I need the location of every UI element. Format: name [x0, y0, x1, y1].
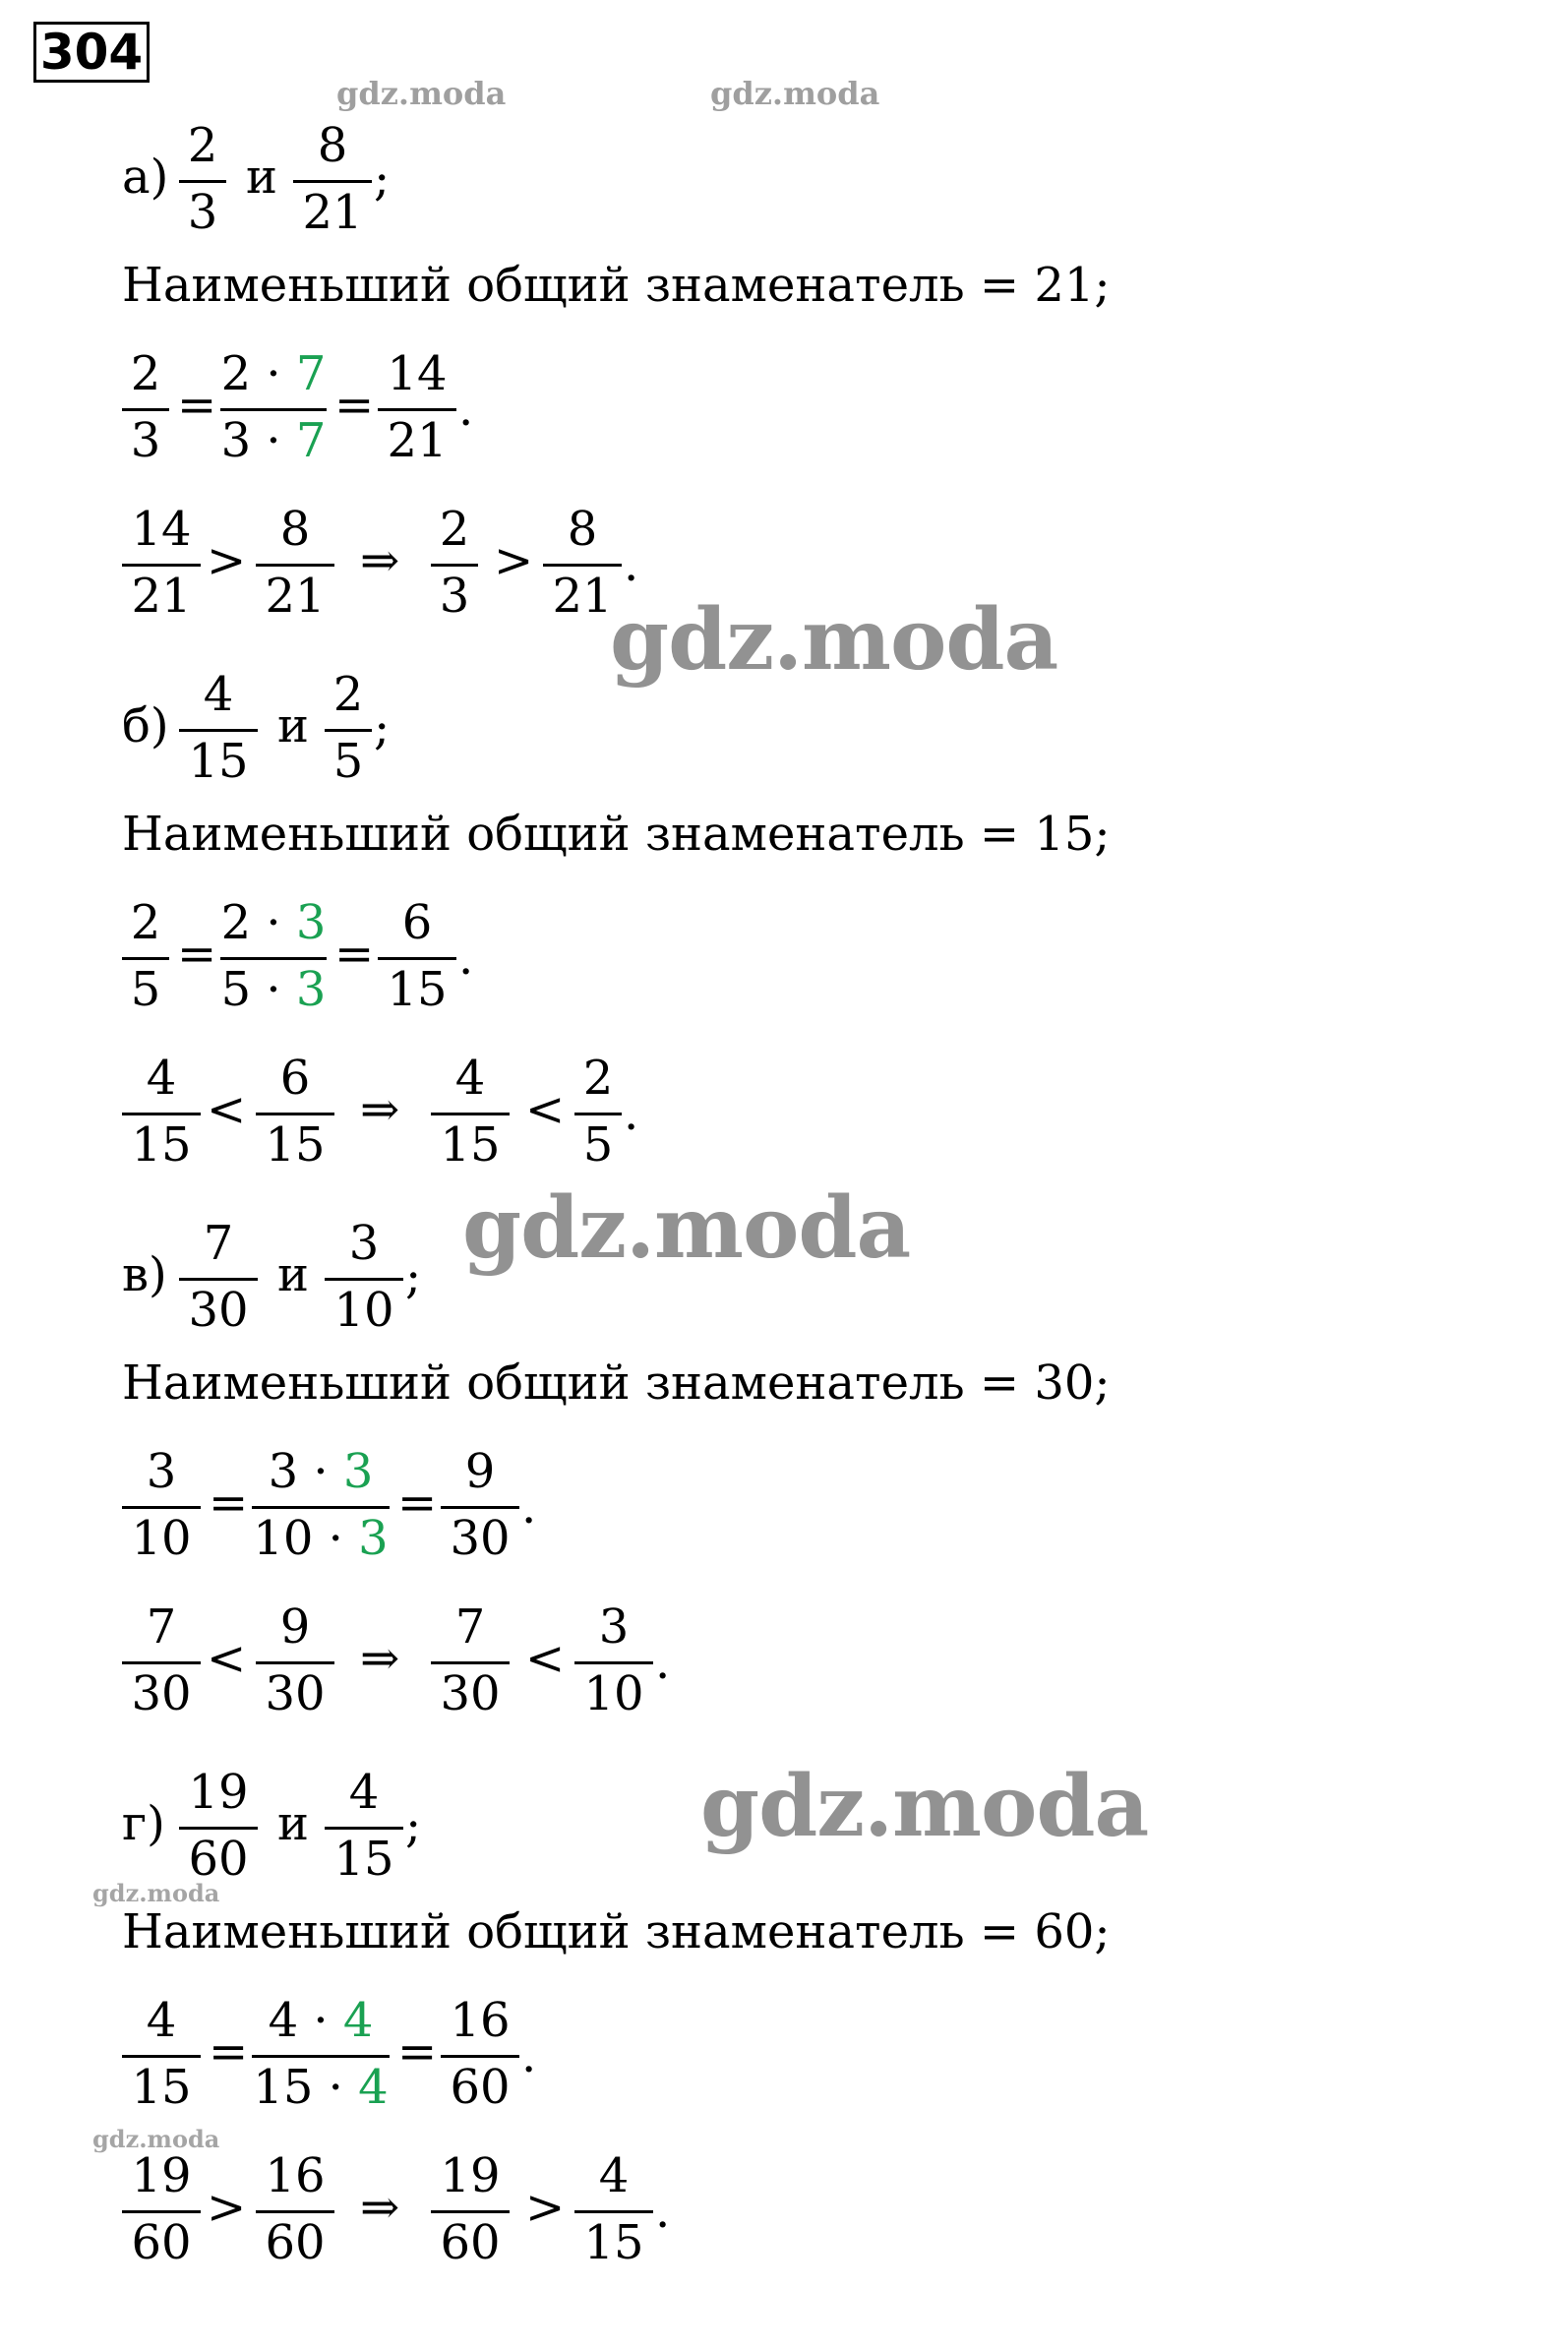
numerator: 4: [454, 1051, 486, 1106]
denominator: 15: [131, 2060, 192, 2115]
numerator: 14: [131, 502, 192, 557]
denominator: 10: [583, 1666, 644, 1721]
fraction-multiplied: [252, 1993, 390, 2115]
denominator: 15: [188, 734, 249, 789]
fraction: [179, 1216, 258, 1338]
watermark: gdz.moda: [92, 1879, 220, 1907]
fraction-bar: [122, 564, 201, 567]
and-word: и: [277, 1796, 309, 1851]
fraction: [441, 1444, 519, 1566]
lcd-label: Наименьший общий знаменатель: [122, 1355, 965, 1411]
lcd-value: 21: [1034, 258, 1095, 313]
fraction-bar: [256, 2210, 334, 2213]
multiplier: 7: [295, 413, 327, 468]
equals-sign: =: [334, 927, 375, 982]
watermark: gdz.moda: [700, 1757, 1149, 1856]
numerator: 16: [265, 2148, 326, 2203]
fraction: [256, 2148, 334, 2270]
equals-sign: =: [177, 378, 217, 433]
numerator: [220, 346, 327, 401]
factor: 3: [220, 413, 252, 468]
numerator: 4: [348, 1765, 380, 1820]
watermark: gdz.moda: [610, 590, 1058, 690]
fraction-bar: [179, 1278, 258, 1281]
numerator: 4: [598, 2148, 630, 2203]
fraction: [325, 1765, 403, 1887]
period: .: [521, 2028, 537, 2083]
multiplier: 3: [342, 1444, 374, 1499]
denominator: 5: [130, 962, 161, 1017]
equals-sign: =: [964, 807, 1035, 862]
semicolon: ;: [1094, 258, 1111, 313]
fraction: [122, 502, 201, 624]
fraction-bar: [441, 1506, 519, 1509]
denominator: [220, 413, 327, 468]
comparison-sign: >: [525, 2180, 566, 2235]
numerator: 6: [279, 1051, 311, 1106]
fraction: [574, 1051, 622, 1173]
semicolon: ;: [374, 700, 391, 755]
lcd-value: 15: [1034, 807, 1095, 862]
semicolon: ;: [1094, 1355, 1111, 1411]
comparison-sign: >: [207, 2180, 247, 2235]
fraction-bar: [256, 1661, 334, 1664]
fraction-bar: [252, 1506, 390, 1509]
part-label: а): [122, 150, 169, 205]
multiply-sign: ·: [313, 2060, 359, 2115]
fraction-bar: [441, 2055, 519, 2058]
numerator: 19: [440, 2148, 501, 2203]
denominator: 30: [440, 1666, 501, 1721]
multiplier: 3: [295, 962, 327, 1017]
denominator: 21: [552, 569, 613, 624]
fraction: [256, 1051, 334, 1173]
multiply-sign: ·: [298, 1993, 343, 2048]
lcd-sentence: [122, 258, 1111, 313]
fraction: [122, 1599, 201, 1721]
numerator: 2: [130, 346, 161, 401]
denominator: 10: [131, 1511, 192, 1566]
lcd-value: 30: [1034, 1355, 1095, 1411]
fraction-bar: [179, 1827, 258, 1830]
numerator: 9: [279, 1599, 311, 1655]
denominator: 5: [332, 734, 364, 789]
fraction-bar: [179, 180, 226, 183]
fraction-bar: [256, 564, 334, 567]
fraction: [179, 667, 258, 789]
fraction-bar: [574, 2210, 653, 2213]
fraction-bar: [220, 408, 327, 411]
fraction-bar: [325, 1827, 403, 1830]
fraction: [256, 502, 334, 624]
numerator: 6: [401, 895, 433, 950]
multiplier: 3: [358, 1511, 389, 1566]
fraction-bar: [574, 1661, 653, 1664]
implies-arrow: ⇒: [360, 1631, 400, 1686]
fraction: [325, 1216, 403, 1338]
fraction: [441, 1993, 519, 2115]
fraction-multiplied: [252, 1444, 390, 1566]
multiply-sign: ·: [313, 1511, 359, 1566]
denominator: 5: [582, 1117, 614, 1173]
lcd-sentence: [122, 1904, 1111, 1959]
denominator: 15: [131, 1117, 192, 1173]
semicolon: ;: [1094, 807, 1111, 862]
part-label: б): [122, 698, 169, 753]
numerator: [220, 895, 327, 950]
factor: 3: [268, 1444, 299, 1499]
numerator: 4: [146, 1051, 177, 1106]
watermark: gdz.moda: [336, 75, 507, 112]
numerator: 7: [146, 1599, 177, 1655]
denominator: 15: [387, 962, 448, 1017]
factor: 2: [220, 895, 252, 950]
numerator: 14: [387, 346, 448, 401]
multiplier: 3: [295, 895, 327, 950]
denominator: 10: [333, 1283, 394, 1338]
equals-sign: =: [964, 1355, 1035, 1411]
fraction-bar: [122, 1661, 201, 1664]
fraction-multiplied: [220, 346, 327, 468]
fraction-bar: [378, 957, 456, 960]
multiplier: 4: [342, 1993, 374, 2048]
part-label: г): [122, 1796, 165, 1851]
fraction-bar: [431, 2210, 510, 2213]
denominator: 60: [440, 2215, 501, 2270]
denominator: [252, 1511, 390, 1566]
equals-sign: =: [177, 927, 217, 982]
fraction-bar: [220, 957, 327, 960]
fraction-bar: [122, 957, 169, 960]
numerator: 3: [146, 1444, 177, 1499]
fraction-bar: [122, 2210, 201, 2213]
fraction: [431, 2148, 510, 2270]
lcd-label: Наименьший общий знаменатель: [122, 807, 965, 862]
equals-sign: =: [334, 378, 375, 433]
numerator: 3: [598, 1599, 630, 1655]
multiplier: 7: [295, 346, 327, 401]
numerator: [252, 1444, 390, 1499]
fraction: [325, 667, 372, 789]
denominator: 60: [188, 1832, 249, 1887]
multiply-sign: ·: [251, 895, 296, 950]
fraction-bar: [378, 408, 456, 411]
comparison-sign: <: [207, 1631, 247, 1686]
fraction: [122, 1444, 201, 1566]
numerator: 16: [450, 1993, 511, 2048]
fraction-bar: [431, 564, 478, 567]
denominator: 30: [131, 1666, 192, 1721]
numerator: 8: [317, 118, 348, 173]
denominator: 15: [440, 1117, 501, 1173]
period: .: [458, 382, 474, 437]
numerator: 9: [464, 1444, 496, 1499]
numerator: 2: [187, 118, 218, 173]
lcd-value: 60: [1034, 1904, 1095, 1959]
implies-arrow: ⇒: [360, 533, 400, 588]
watermark: gdz.moda: [92, 2125, 220, 2153]
lcd-sentence: [122, 1355, 1111, 1411]
fraction-bar: [256, 1113, 334, 1115]
denominator: 21: [131, 569, 192, 624]
denominator: [252, 2060, 390, 2115]
equals-sign: =: [964, 1904, 1035, 1959]
problem-number: 304: [33, 22, 150, 83]
fraction: [543, 502, 622, 624]
denominator: 15: [333, 1832, 394, 1887]
equals-sign: =: [209, 2024, 249, 2079]
denominator: 60: [131, 2215, 192, 2270]
fraction: [574, 1599, 653, 1721]
fraction-bar: [122, 2055, 201, 2058]
semicolon: ;: [405, 1249, 422, 1304]
denominator: 60: [450, 2060, 511, 2115]
comparison-sign: <: [525, 1082, 566, 1137]
denominator: 30: [450, 1511, 511, 1566]
fraction: [293, 118, 372, 240]
denominator: 30: [265, 1666, 326, 1721]
factor: 2: [220, 346, 252, 401]
numerator: 2: [332, 667, 364, 722]
fraction: [122, 346, 169, 468]
factor: 4: [268, 1993, 299, 2048]
numerator: 8: [567, 502, 598, 557]
numerator: 3: [348, 1216, 380, 1271]
fraction-multiplied: [220, 895, 327, 1017]
denominator: 21: [387, 413, 448, 468]
equals-sign: =: [397, 2024, 438, 2079]
implies-arrow: ⇒: [360, 2180, 400, 2235]
equals-sign: =: [964, 258, 1035, 313]
numerator: 4: [203, 667, 234, 722]
fraction-bar: [252, 2055, 390, 2058]
factor: 15: [253, 2060, 314, 2115]
denominator: 15: [265, 1117, 326, 1173]
numerator: 2: [439, 502, 470, 557]
fraction-bar: [179, 729, 258, 732]
fraction: [122, 1993, 201, 2115]
fraction: [122, 2148, 201, 2270]
fraction: [378, 895, 456, 1017]
denominator: 3: [439, 569, 470, 624]
period: .: [655, 2184, 671, 2239]
fraction-bar: [325, 729, 372, 732]
fraction-bar: [431, 1661, 510, 1664]
comparison-sign: <: [525, 1631, 566, 1686]
period: .: [624, 537, 639, 592]
multiply-sign: ·: [251, 962, 296, 1017]
denominator: 30: [188, 1283, 249, 1338]
watermark: gdz.moda: [462, 1178, 911, 1278]
fraction: [378, 346, 456, 468]
equals-sign: =: [397, 1476, 438, 1531]
period: .: [655, 1635, 671, 1690]
numerator: 7: [203, 1216, 234, 1271]
fraction: [256, 1599, 334, 1721]
period: .: [521, 1479, 537, 1535]
multiply-sign: ·: [298, 1444, 343, 1499]
multiplier: 4: [358, 2060, 389, 2115]
fraction-bar: [122, 1506, 201, 1509]
denominator: 3: [130, 413, 161, 468]
comparison-sign: <: [207, 1082, 247, 1137]
implies-arrow: ⇒: [360, 1082, 400, 1137]
period: .: [624, 1086, 639, 1141]
fraction: [431, 1599, 510, 1721]
period: .: [458, 931, 474, 986]
and-word: и: [277, 1247, 309, 1302]
semicolon: ;: [405, 1798, 422, 1853]
fraction-bar: [574, 1113, 622, 1115]
numerator: 4: [146, 1993, 177, 2048]
factor: 5: [220, 962, 252, 1017]
fraction: [122, 895, 169, 1017]
numerator: 19: [131, 2148, 192, 2203]
fraction-bar: [431, 1113, 510, 1115]
fraction-bar: [325, 1278, 403, 1281]
and-word: и: [277, 698, 309, 753]
numerator: 2: [130, 895, 161, 950]
fraction: [574, 2148, 653, 2270]
multiply-sign: ·: [251, 413, 296, 468]
comparison-sign: >: [207, 533, 247, 588]
numerator: 19: [188, 1765, 249, 1820]
numerator: 2: [582, 1051, 614, 1106]
fraction: [122, 1051, 201, 1173]
numerator: [252, 1993, 390, 2048]
multiply-sign: ·: [251, 346, 296, 401]
watermark: gdz.moda: [710, 75, 880, 112]
numerator: 8: [279, 502, 311, 557]
denominator: 3: [187, 185, 218, 240]
lcd-label: Наименьший общий знаменатель: [122, 258, 965, 313]
and-word: и: [246, 150, 277, 205]
denominator: 60: [265, 2215, 326, 2270]
fraction-bar: [122, 408, 169, 411]
denominator: [220, 962, 327, 1017]
denominator: 21: [302, 185, 363, 240]
lcd-sentence: [122, 807, 1111, 862]
fraction: [431, 502, 478, 624]
fraction-bar: [293, 180, 372, 183]
semicolon: ;: [374, 151, 391, 207]
fraction: [179, 118, 226, 240]
lcd-label: Наименьший общий знаменатель: [122, 1904, 965, 1959]
fraction: [179, 1765, 258, 1887]
denominator: 15: [583, 2215, 644, 2270]
fraction: [431, 1051, 510, 1173]
numerator: 7: [454, 1599, 486, 1655]
semicolon: ;: [1094, 1904, 1111, 1959]
factor: 10: [253, 1511, 314, 1566]
fraction-bar: [122, 1113, 201, 1115]
part-label: в): [122, 1247, 167, 1302]
equals-sign: =: [209, 1476, 249, 1531]
fraction-bar: [543, 564, 622, 567]
comparison-sign: >: [494, 533, 534, 588]
denominator: 21: [265, 569, 326, 624]
